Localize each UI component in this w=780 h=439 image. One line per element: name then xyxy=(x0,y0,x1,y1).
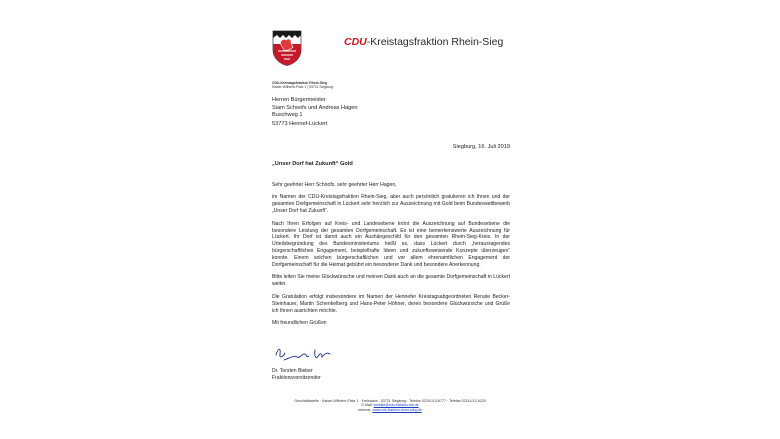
recipient-city: 53773 Hennef-Lückert xyxy=(272,121,328,127)
sender-address: Kaiser-Wilhelm-Platz 1 | 53721 Siegburg xyxy=(272,85,333,90)
letter-date: Siegburg, 16. Juli 2019 xyxy=(452,144,510,150)
email-label: E-Mail: xyxy=(361,403,373,408)
email-link[interactable]: kontakt@cdu-fraktion-rsk.de xyxy=(373,403,419,408)
closing: Mit freundlichen Grüßen xyxy=(272,320,327,326)
signer-block xyxy=(272,368,321,382)
sender-address-line xyxy=(272,81,333,89)
salutation: Sehr geehrter Herr Schoofs, sehr geehrter Herr Hagen, xyxy=(272,182,397,188)
faction-name: -Kreistagsfraktion Rhein-Sieg xyxy=(366,36,504,48)
body-paragraph: Nach Ihren Erfolgen auf Kreis- und Landesebene krönt die Auszeichnung auf Bundesebene die besondere Leistung der gesamten Dorfgemeinschaft. Es ist eine bemerkenswerte Auszeichnung für Lückert. Ihr Dorf ist damit auch ein Aushängeschild für den gesamten Rhein-Sieg-Kreis. In der Urteilsbegründung des Bundesministeriums heißt es, dass Lückert durch „herausragendes bürgerschaftliches Engagement, beispielhafte Ideen und zukunftsweisende Konzepte überzeugen“ konnte. Einem solchen bürgerschaftlichen und vor allem ehrenamtlichen Engagement der Dorfgemeinschaft für die Heimat gebührt ein besonderer Dank und besondere Anerkennung. xyxy=(272,220,510,269)
footer-address: Geschäftsstelle · Kaiser-Wilhelm-Platz 1 · Kreishaus · 53721 Siegburg · Telefon 02241/13-6777 · Telefax 02241/13-6229 xyxy=(294,399,486,403)
rhein-sieg-coat-of-arms-logo xyxy=(272,30,302,66)
letter-footer xyxy=(272,399,508,412)
signer-name: Dr. Torsten Bieber xyxy=(272,368,313,374)
sender-name: CDU-Kreistagsfraktion Rhein-Sieg xyxy=(272,81,328,85)
website-link[interactable]: www.cdu-fraktion-rhein-sieg.de xyxy=(372,407,422,412)
letter-subject: „Unser Dorf hat Zukunft“ Gold xyxy=(272,161,353,167)
letter-body xyxy=(272,182,510,332)
body-paragraph: Bitte leiten Sie meine Glückwünsche und meinen Dank auch an die gesamte Dorfgemeinschaft in Lückert weiter. xyxy=(272,274,510,288)
recipient-line-3: Buschweg 1 xyxy=(272,112,303,119)
recipient-line-1: Herren Bürgermeister xyxy=(272,97,326,103)
party-name: CDU xyxy=(344,36,367,48)
web-label: Internet: xyxy=(358,407,372,412)
footer-web-line xyxy=(272,408,508,412)
body-paragraph: Die Gratulation erfolgt insbesondere im Namen der Hennefer Kreistagsabgeordneten Renate Becker-Steinhauer, Martin Schenkelberg und Hans-Peter Höhner, deren besondere Glückwünsche und Grüße ich Ihnen ausrichten möchte. xyxy=(272,293,510,314)
body-paragraph: im Namen der CDU-Kreistagsfraktion Rhein-Sieg, aber auch persönlich gratulieren ich Ihnen und der gesamten Dorfgemeinschaft in Lückert sehr herzlich zur Auszeichnung mit Gold beim Bundeswettbewerb „Unser Dorf hat Zukunft“. xyxy=(272,194,510,215)
party-wordmark xyxy=(344,36,503,48)
handwritten-signature xyxy=(274,345,334,363)
recipient-block xyxy=(272,97,358,120)
recipient-line-2: Siam Schoofs und Andreas Hagen xyxy=(272,104,358,111)
signer-title: Fraktionsvorsitzender xyxy=(272,375,321,381)
